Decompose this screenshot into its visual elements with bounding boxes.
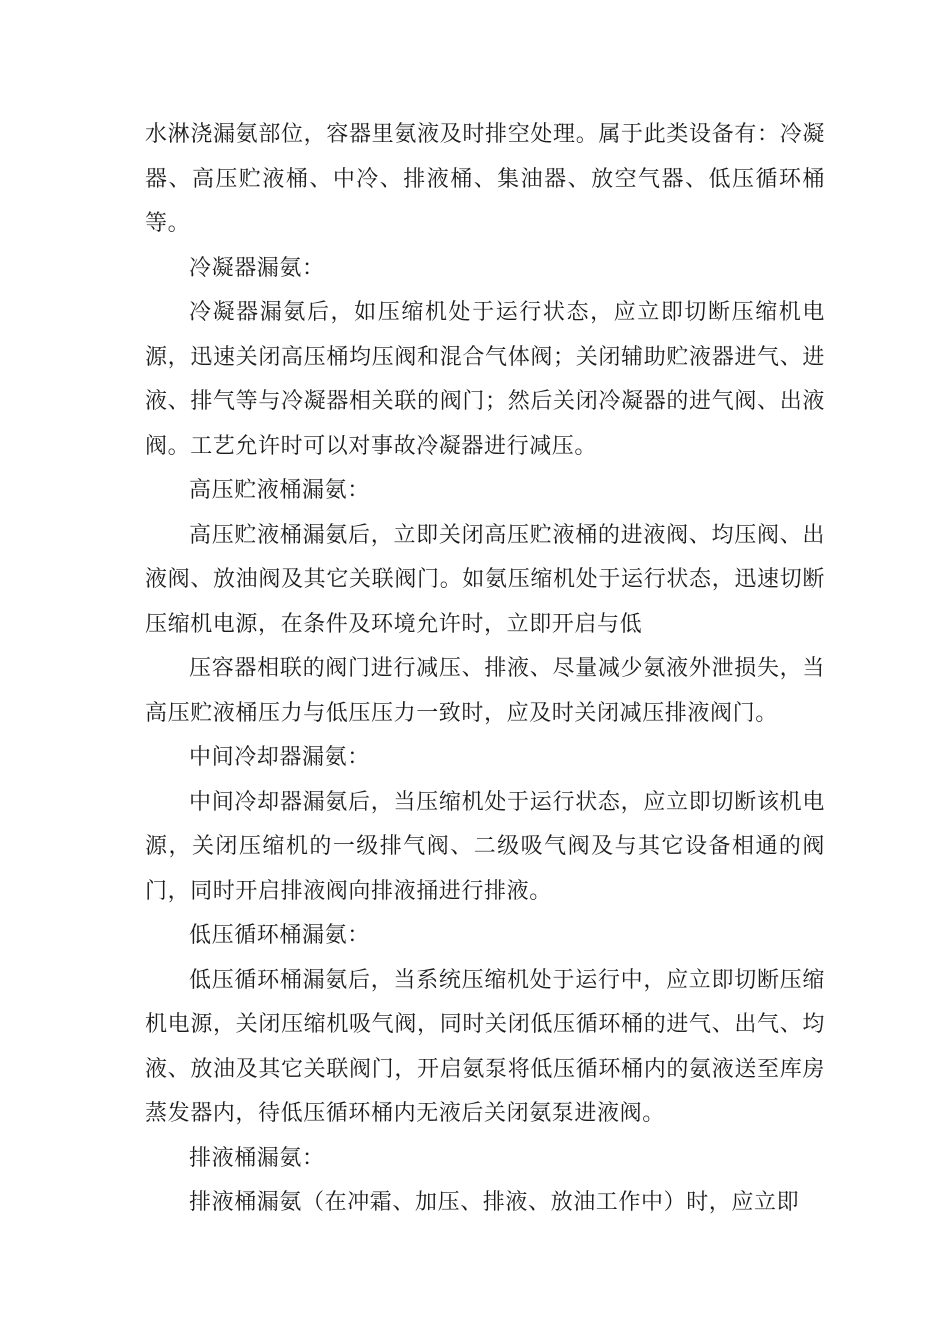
heading-low-pressure-circulating-barrel-leak: 低压循环桶漏氨： xyxy=(189,923,370,948)
paragraph-drain-barrel-leak: 排液桶漏氨（在冲霜、加压、排液、放油工作中）时，应立即 xyxy=(189,1190,800,1215)
heading-intercooler-leak: 中间冷却器漏氨： xyxy=(189,745,370,770)
document-body xyxy=(145,113,825,1226)
paragraph-low-pressure-circulating-barrel-leak: 低压循环桶漏氨后，当系统压缩机处于运行中，应立即切断压缩机电源，关闭压缩机吸气阀，同时关闭低压循环桶的进气、出气、均液、放油及其它关联阀门，开启氨泵将低压循环桶内的氨液送至库房蒸发器内，待低压循环桶内无液后关闭氨泵进液阀。 xyxy=(145,967,825,1126)
paragraph-high-pressure-receiver-leak: 高压贮液桶漏氨后，立即关闭高压贮液桶的进液阀、均压阀、出液阀、放油阀及其它关联阀门。如氨压缩机处于运行状态，迅速切断压缩机电源，在条件及环境允许时，立即开启与低 xyxy=(145,522,825,637)
heading-high-pressure-receiver-leak: 高压贮液桶漏氨： xyxy=(189,478,370,503)
heading-drain-barrel-leak: 排液桶漏氨： xyxy=(189,1145,325,1171)
paragraph-condenser-leak: 冷凝器漏氨后，如压缩机处于运行状态，应立即切断压缩机电源，迅速关闭高压桶均压阀和混合气体阀；关闭辅助贮液器进气、进液、排气等与冷凝器相关联的阀门；然后关闭冷凝器的进气阀、出液阀。工艺允许时可以对事故冷凝器进行减压。 xyxy=(145,300,825,459)
paragraph-equipment-intro: 水淋浇漏氨部位，容器里氨液及时排空处理。属于此类设备有：冷凝器、高压贮液桶、中冷、排液桶、集油器、放空气器、低压循环桶等。 xyxy=(145,122,825,236)
paragraph-intercooler-leak: 中间冷却器漏氨后，当压缩机处于运行状态，应立即切断该机电源，关闭压缩机的一级排气阀、二级吸气阀及与其它设备相通的阀门，同时开启排液阀向排液捅进行排液。 xyxy=(145,789,825,904)
heading-condenser-leak: 冷凝器漏氨： xyxy=(189,255,325,281)
paragraph-high-pressure-receiver-continued: 压容器相联的阀门进行减压、排液、尽量减少氨液外泄损失，当高压贮液桶压力与低压压力一致时，应及时关闭减压排液阀门。 xyxy=(145,656,825,726)
